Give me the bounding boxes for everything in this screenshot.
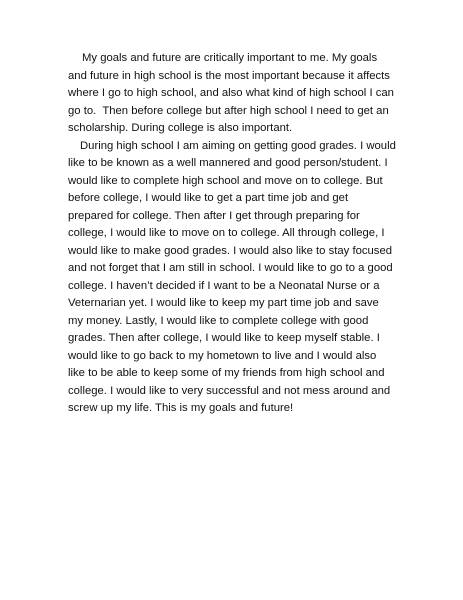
essay-text	[68, 50, 394, 418]
paragraph-1-line: and future in high school is the most important because it affects	[68, 69, 390, 82]
paragraph-2-line: would like to complete high school and move on to college. But	[68, 174, 383, 187]
paragraph-2-line: like to be known as a well mannered and good person/student. I	[68, 157, 388, 169]
paragraph-2-line: screw up my life. This is my goals and future!	[68, 402, 294, 414]
paragraph-2-line: Veternarian yet. I would like to keep my part time job and save	[68, 297, 379, 309]
paragraph-2-line: my money. Lastly, I would like to complete college with good	[68, 314, 369, 327]
paragraph-2-line: During high school I am aiming on getting good grades. I would	[80, 139, 396, 152]
paragraph-2-line: college, I would like to move on to college. All through college, I	[68, 227, 385, 239]
paragraph-2-line: college. I haven’t decided if I want to be a Neonatal Nurse or a	[68, 279, 380, 292]
paragraph-2-line: would like to go back to my hometown to live and I would also	[68, 349, 377, 362]
paragraph-2-line: like to be able to keep some of my friends from high school and	[68, 367, 385, 379]
paragraph-2-line: would like to make good grades. I would also like to stay focused	[68, 244, 393, 257]
paragraph-2-line: and not forget that I am still in school. I would like to go to a good	[68, 262, 393, 274]
paragraph-2-line: college. I would like to very successful and not mess around and	[68, 384, 391, 397]
paragraph-1-line: My goals and future are critically important to me. My goals	[82, 52, 378, 64]
paragraph-2-line: before college, I would like to get a part time job and get	[68, 192, 349, 204]
paragraph-1-line: go to. Then before college but after high school I need to get an	[68, 104, 389, 117]
paragraph-2	[68, 138, 394, 418]
paragraph-1	[68, 50, 394, 138]
paragraph-2-line: grades. Then after college, I would like to keep myself stable. I	[68, 332, 380, 344]
paragraph-1-line: scholarship. During college is also important.	[68, 122, 293, 134]
paragraph-1-line: where I go to high school, and also what kind of high school I can	[68, 87, 394, 99]
paragraph-2-line: prepared for college. Then after I get through preparing for	[68, 209, 360, 222]
